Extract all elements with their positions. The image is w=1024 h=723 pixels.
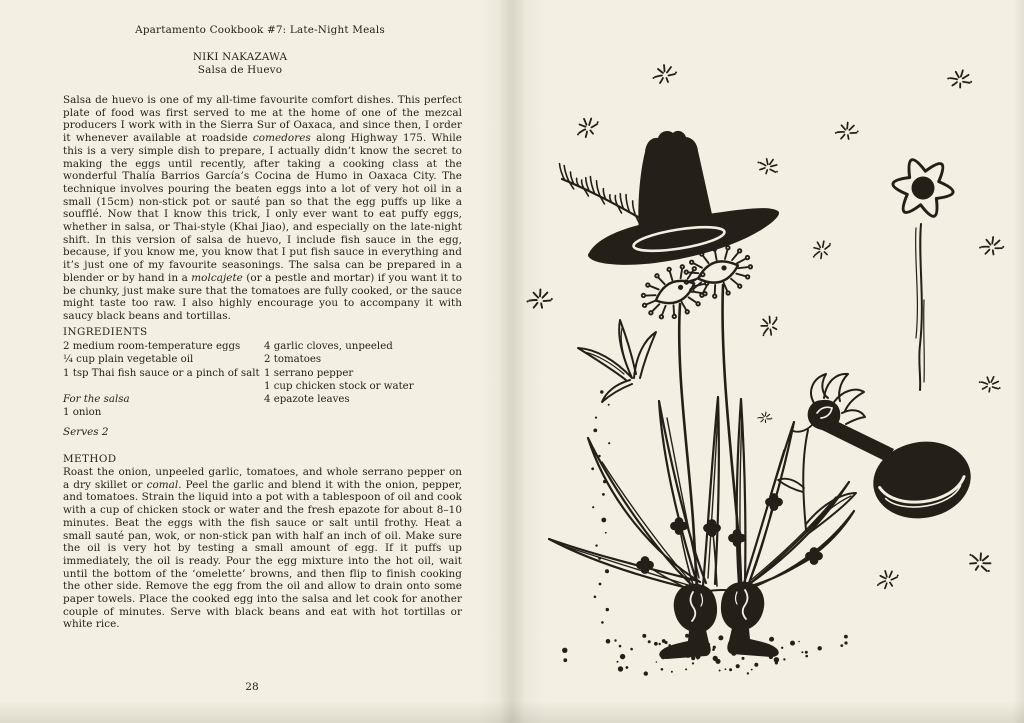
method-heading: METHOD — [63, 453, 117, 465]
daisy-flower-icon — [889, 157, 957, 390]
feather-icon — [560, 164, 646, 223]
ingredient-item: 1 onion — [63, 407, 102, 419]
ingredient-item: 2 tomatoes — [264, 354, 322, 366]
ingredients-left-column — [63, 340, 263, 420]
rose-icon — [778, 374, 865, 533]
clover-blossoms — [636, 493, 823, 574]
ingredient-item: 4 garlic cloves, unpeeled — [264, 341, 393, 352]
ingredient-item: 1 cup chicken stock or water — [264, 380, 414, 392]
running-head: Apartamento Cookbook #7: Late-Night Meals — [135, 24, 385, 36]
spacer — [63, 380, 263, 393]
frying-pan-icon — [818, 415, 977, 526]
ink-illustration — [512, 0, 1024, 723]
for-the-salsa-label: For the salsa — [63, 394, 130, 406]
ingredient-item: 1 serrano pepper — [264, 367, 354, 379]
ingredient-item: 1 tsp Thai fish sauce or a pinch of salt — [63, 367, 260, 379]
intro-paragraph: Salsa de huevo is one of my all-time favourite comfort dishes. This perfect plate of food was first served to me at the home of one of the mezcal producers I work with in the Sierra Sur of Oaxaca, and since then, I order it whenever available at roadside comedores along Highway 175. While this is a very simple dish to prepare, I actually didn’t know the secret to making the eggs until recently, after taking a cooking class at the wonderful Thalía Barrios García’s Cocina de Humo in Oaxaca City. The technique involves pouring the beaten eggs into a lot of very hot oil in a small (15cm) non-stick pot or sauté pan so that the egg puffs up like a soufflé. Now that I know this trick, I only ever want to eat puffy eggs, whether in salsa, or Thai-style (Khai Jiao), and especially on the late-night shift. In this version of salsa de huevo, I include fish sauce in the egg, because, if you know me, you know that I put fish sauce in everything and it’s just one of my favourite seasonings. The salsa can be prepared in a blender or by hand in a molcajete (or a pestle and mortar) if you want it to be chunky, just make sure that the tomatoes are fully cooked, or the sauce might taste too raw. I also highly encourage you to accompany it with saucy black beans and tortillas. — [63, 94, 462, 322]
serves-note: Serves 2 — [63, 426, 109, 438]
page-number: 28 — [245, 681, 259, 693]
right-page — [512, 0, 1024, 723]
ingredients-right-column — [264, 340, 464, 406]
ingredient-item: 4 epazote leaves — [264, 394, 350, 406]
title-block — [28, 51, 452, 78]
hat-icon — [588, 131, 779, 265]
leaf-sprig-icon — [578, 320, 656, 402]
ingredients-heading: INGREDIENTS — [63, 326, 148, 338]
ingredient-item: ¼ cup plain vegetable oil — [63, 354, 194, 366]
recipe-title: Salsa de Huevo — [197, 64, 283, 77]
ingredient-item: 2 medium room-temperature eggs — [63, 341, 241, 352]
author-name: NIKI NAKAZAWA — [192, 51, 288, 63]
falling-dots — [591, 390, 610, 623]
method-paragraph: Roast the onion, unpeeled garlic, tomatoes, and whole serrano pepper on a dry skillet or comal. Peel the garlic and blend it with the onion, pepper, and tomatoes. Strain the liquid into a pot with a tablespoon of oil and cook with a cup of chicken stock or water and the fresh epazote for about 8–10 minutes. Beat the eggs with the fish sauce or salt until frothy. Heat a small sauté pan, wok, or non-stick pan with half an inch of oil. Make sure the oil is very hot by testing a small amount of egg. If it puffs up immediately, the oil is ready. Pour the egg mixture into the hot oil, wait until the bottom of the ‘omelette’ browns, and then flip to finish cooking the other side. Remove the egg from the oil and allow to drain onto some paper towels. Place the cooked egg into the salsa and let cook for another couple of minutes. Serve with black beans and eat with hot tortillas or white rice. — [63, 466, 463, 631]
